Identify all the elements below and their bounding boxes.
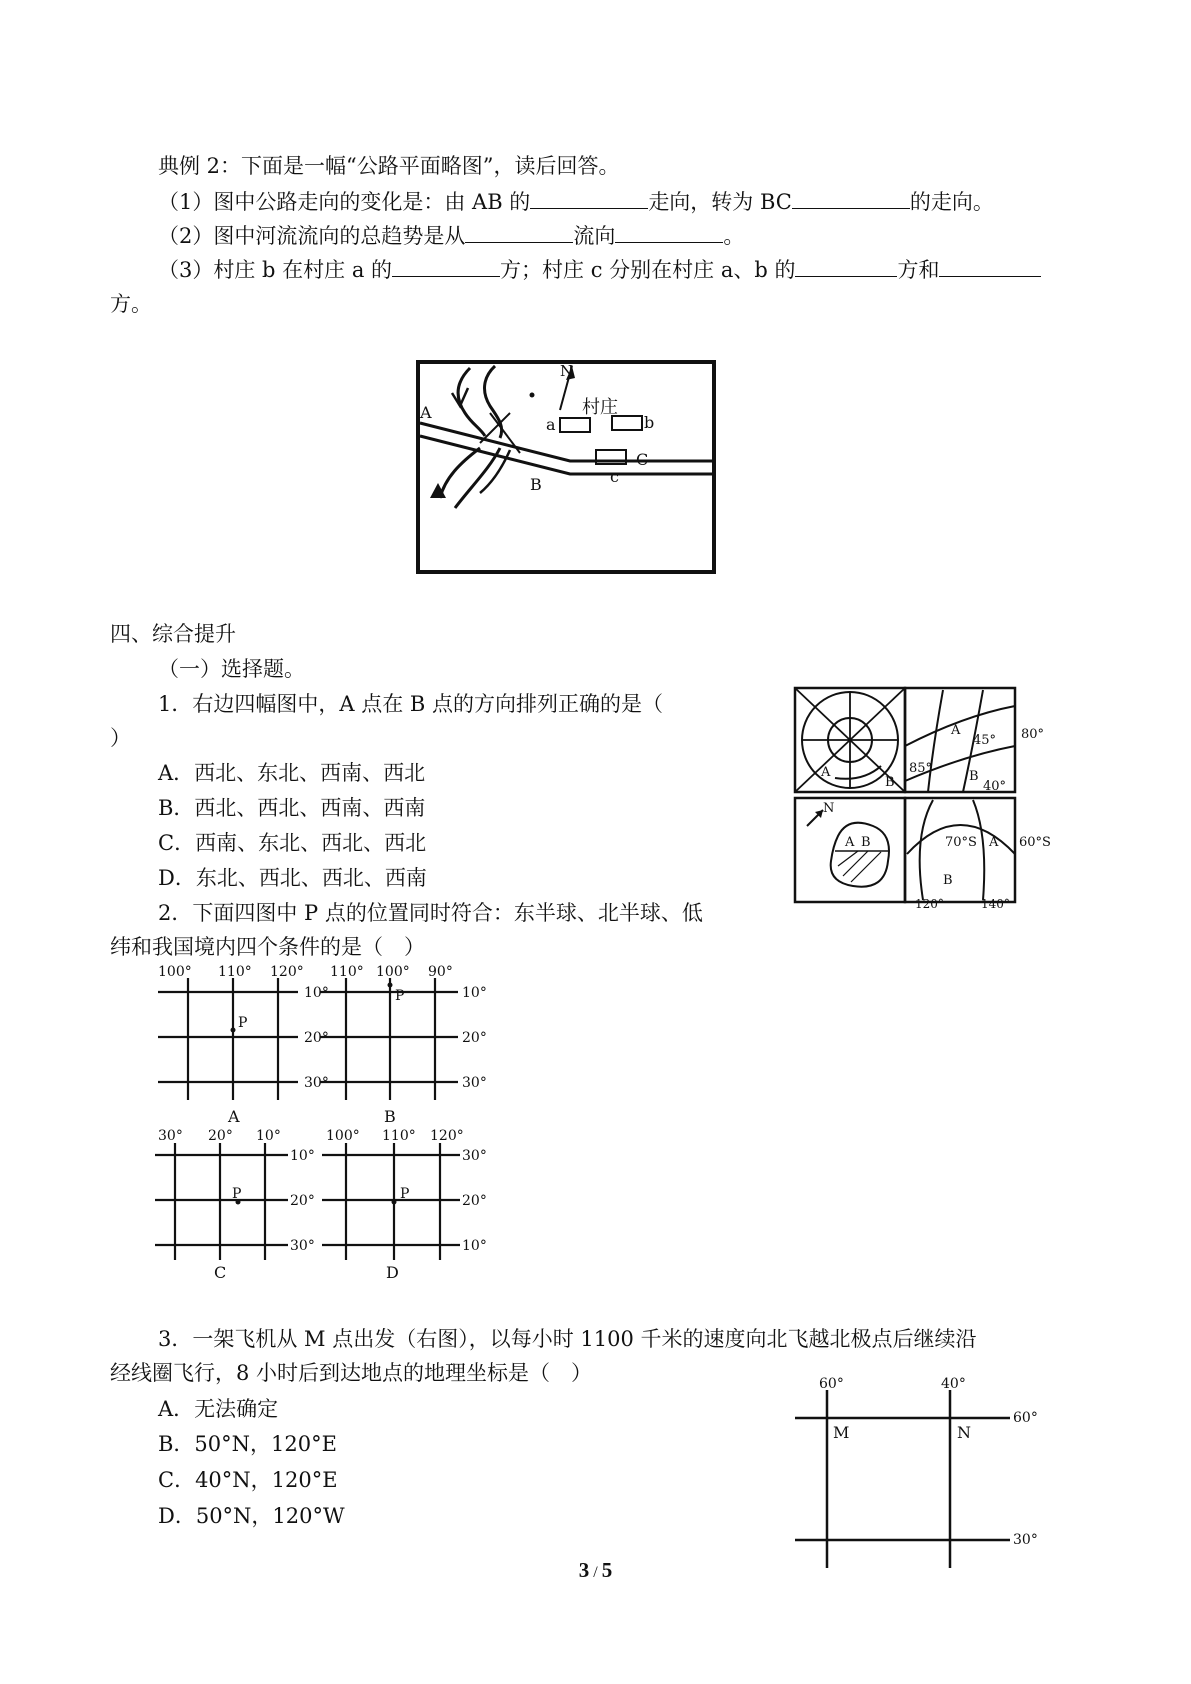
grid-B-P: P (395, 988, 405, 1004)
q3-option-c[interactable]: C．40°N，120°E (158, 1468, 338, 1492)
grid-A-point (231, 1028, 236, 1033)
grid-D-top-1: 100° (326, 1128, 360, 1144)
grid-C-label: C (214, 1263, 227, 1282)
page-number: 3 / 5 (578, 1558, 613, 1582)
grid-B-right-1: 10° (462, 985, 487, 1001)
grid-A-top-3: 120° (270, 964, 304, 980)
example-title: 典例 2：下面是一幅“公路平面略图”，读后回答。 (158, 154, 620, 178)
north-label: N (560, 362, 574, 380)
road-map-figure (410, 358, 720, 580)
q3-option-b[interactable]: B．50°N，120°E (158, 1432, 337, 1456)
q1-option-b[interactable]: B．西北、西北、西南、西南 (158, 796, 426, 820)
map-dot (530, 393, 535, 398)
answer-blank[interactable] (792, 186, 910, 209)
village-b-box (612, 416, 642, 430)
p2-deg45: 45° (973, 733, 997, 748)
grid-A-P: P (238, 1015, 248, 1031)
grid-B-right-3: 30° (462, 1075, 487, 1091)
q1-panel-1 (795, 688, 905, 792)
grid-C-top-3: 10° (256, 1128, 281, 1144)
grid-D-top-3: 120° (430, 1128, 464, 1144)
example-question-2: （2）图中河流流向的总趋势是从 流向 。 (158, 220, 744, 250)
label-b: b (644, 413, 655, 432)
p3-label-B: B (861, 835, 871, 850)
label-A: A (420, 403, 432, 422)
q3-text-line2: 经线圈飞行，8 小时后到达地点的地理坐标是（ ） (110, 1361, 593, 1385)
q2-text-line1: 2．下面四图中 P 点的位置同时符合：东半球、北半球、低 (158, 901, 703, 925)
grid-B-top-2: 100° (376, 964, 410, 980)
example-question-3: （3）村庄 b 在村庄 a 的 方；村庄 c 分别在村庄 a、b 的 方和 (158, 254, 1041, 284)
river-line (485, 366, 502, 438)
q3-label-N: N (957, 1423, 971, 1442)
example-question-1: （1）图中公路走向的变化是：由 AB 的 走向，转为 BC 的走向。 (158, 186, 994, 216)
p4-label-A: A (989, 835, 999, 850)
grid-A-label: A (228, 1107, 240, 1126)
label-a: a (546, 415, 556, 434)
q1-panel-2 (905, 688, 1044, 794)
label-B: B (530, 475, 542, 494)
p4-deg140: 140° (981, 897, 1010, 908)
grid-C-right-1: 10° (290, 1148, 315, 1164)
q3-right-60: 60° (1013, 1410, 1038, 1426)
p3-label-N: N (823, 801, 835, 816)
section-heading: 四、综合提升 (110, 622, 236, 646)
grid-B-top-1: 110° (330, 964, 364, 980)
village-a-box (560, 418, 590, 432)
q3-label-M: M (833, 1423, 850, 1442)
map-frame (418, 362, 714, 572)
grid-A-right-2: 20° (304, 1030, 329, 1046)
q2-text-line2: 纬和我国境内四个条件的是（ ） (110, 935, 425, 959)
q2-grid-A (158, 964, 329, 1126)
q2-grid-D (322, 1128, 487, 1282)
grid-C-top-1: 30° (158, 1128, 183, 1144)
answer-blank[interactable] (615, 220, 723, 243)
grid-D-label: D (386, 1263, 399, 1282)
p4-deg120: 120° (915, 897, 944, 908)
answer-blank[interactable] (939, 254, 1041, 277)
grid-D-right-3: 10° (462, 1238, 487, 1254)
village-label: 村庄 (582, 397, 618, 418)
road-line (420, 423, 714, 461)
q2-grid-B (320, 964, 487, 1126)
grid-D-right-2: 20° (462, 1193, 487, 1209)
subsection-heading: （一）选择题。 (158, 657, 305, 681)
p2-label-A: A (951, 723, 961, 738)
p2-label-B: B (969, 769, 979, 784)
grid-D-P: P (400, 1186, 410, 1202)
q1-option-a[interactable]: A．西北、东北、西南、西北 (158, 761, 426, 785)
p4-deg60s: 60°S (1019, 835, 1051, 850)
bridge-line (480, 413, 510, 443)
example-question-3-end: 方。 (110, 292, 152, 316)
answer-blank[interactable] (795, 254, 897, 277)
q3-top-60: 60° (819, 1376, 844, 1392)
grid-B-point (388, 983, 393, 988)
grid-C-right-3: 30° (290, 1238, 315, 1254)
grid-A-top-1: 100° (158, 964, 192, 980)
p2-deg80: 80° (1021, 727, 1045, 742)
grid-B-label: B (384, 1107, 396, 1126)
p4-deg70s: 70°S (945, 835, 977, 850)
q1-text-line2: ） (110, 726, 131, 750)
river-line (440, 448, 480, 498)
answer-blank[interactable] (465, 220, 573, 243)
q1-figure (793, 686, 1055, 908)
q3-grid-figure (795, 1372, 1055, 1568)
grid-D-top-2: 110° (382, 1128, 416, 1144)
river-arrow (452, 388, 468, 406)
p2-deg85: 85° (909, 761, 933, 776)
grid-A-right-1: 10° (304, 985, 329, 1001)
p4-label-B: B (943, 873, 953, 888)
answer-blank[interactable] (530, 186, 648, 209)
grid-A-top-2: 110° (218, 964, 252, 980)
q1-option-c[interactable]: C．西南、东北、西北、西北 (158, 831, 427, 855)
q3-top-40: 40° (941, 1376, 966, 1392)
q2-grids-figure (150, 960, 530, 1285)
q1-text-line1: 1．右边四幅图中，A 点在 B 点的方向排列正确的是（ (158, 692, 663, 716)
label-C: C (636, 450, 649, 469)
grid-C-P: P (232, 1186, 242, 1202)
q3-right-30: 30° (1013, 1532, 1038, 1548)
p3-label-A: A (845, 835, 855, 850)
grid-D-right-1: 30° (462, 1148, 487, 1164)
grid-A-right-3: 30° (304, 1075, 329, 1091)
road-line (420, 436, 714, 474)
grid-B-top-3: 90° (428, 964, 453, 980)
label-c: c (610, 467, 619, 486)
grid-C-right-2: 20° (290, 1193, 315, 1209)
grid-C-top-2: 20° (208, 1128, 233, 1144)
q2-grid-C (155, 1128, 315, 1282)
p2-deg40: 40° (983, 779, 1007, 794)
answer-blank[interactable] (392, 254, 500, 277)
p1-label-B: B (885, 775, 895, 790)
p1-label-A: A (821, 765, 831, 780)
q3-option-d[interactable]: D．50°N，120°W (158, 1504, 345, 1528)
q1-panel-4 (905, 798, 1051, 908)
q3-option-a[interactable]: A．无法确定 (158, 1397, 279, 1421)
q1-option-d[interactable]: D．东北、西北、西北、西南 (158, 866, 427, 890)
grid-D-point (392, 1200, 397, 1205)
grid-B-right-2: 20° (462, 1030, 487, 1046)
q1-panel-3 (795, 798, 905, 902)
q3-text-line1: 3．一架飞机从 M 点出发（右图），以每小时 1100 千米的速度向北飞越北极点后继续沿 (158, 1327, 977, 1351)
